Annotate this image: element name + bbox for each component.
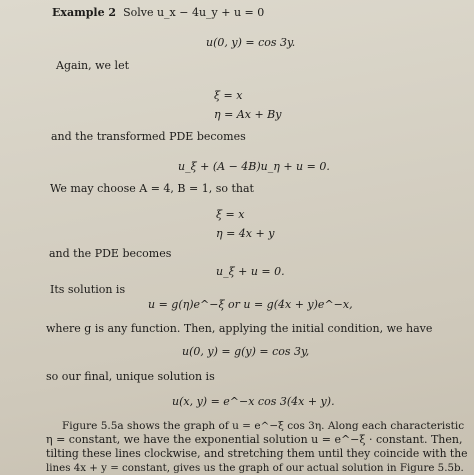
figure-paragraph-line-1: Figure 5.5a shows the graph of u = e^−ξ cos 3η. Along each characteristic xyxy=(62,420,465,432)
figure-paragraph-line-4: lines 4x + y = constant, gives us the graph of our actual solution in Figure 5.5b. xyxy=(46,462,464,474)
initial-condition: u(0, y) = cos 3y. xyxy=(206,36,296,49)
general-solution: u = g(η)e^−ξ or u = g(4x + y)e^−x, xyxy=(148,298,353,311)
final-intro: so our final, unique solution is xyxy=(46,370,215,383)
example-heading xyxy=(52,6,264,20)
example-label: Example 2 xyxy=(52,6,117,19)
final-solution: u(x, y) = e^−x cos 3(4x + y). xyxy=(172,395,335,408)
reduced-pde: u_ξ + u = 0. xyxy=(216,265,285,278)
substitution2-xi: ξ = x xyxy=(216,208,245,221)
substitution-eta: η = Ax + By xyxy=(214,108,282,121)
choose-text: We may choose A = 4, B = 1, so that xyxy=(50,182,254,195)
example-task: Solve u_x − 4u_y + u = 0 xyxy=(123,6,265,19)
figure-paragraph-line-3: tilting these lines clockwise, and stretching them until they coincide with the xyxy=(46,447,468,460)
initial-applied: u(0, y) = g(y) = cos 3y, xyxy=(182,345,310,358)
substitution-xi: ξ = x xyxy=(214,89,243,102)
again-text: Again, we let xyxy=(56,59,130,72)
pde-intro: and the PDE becomes xyxy=(49,247,172,260)
substitution2-eta: η = 4x + y xyxy=(216,227,275,240)
figure-paragraph-line-2: η = constant, we have the exponential solution u = e^−ξ · constant. Then, xyxy=(46,433,463,446)
solution-intro: Its solution is xyxy=(50,283,126,296)
transformed-pde: u_ξ + (A − 4B)u_η + u = 0. xyxy=(178,160,330,173)
where-text: where g is any function. Then, applying the initial condition, we have xyxy=(46,322,433,335)
transformed-intro: and the transformed PDE becomes xyxy=(51,130,246,143)
